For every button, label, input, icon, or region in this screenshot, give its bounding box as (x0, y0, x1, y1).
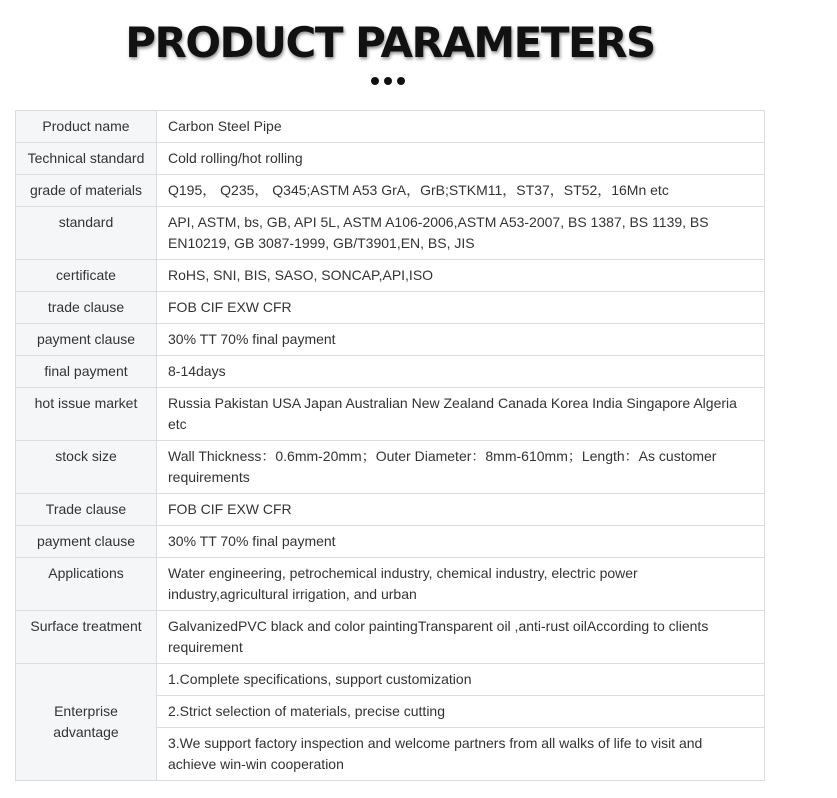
param-label: Product name (16, 111, 157, 143)
param-label: payment clause (16, 324, 157, 356)
param-label: standard (16, 207, 157, 260)
table-row (16, 664, 765, 696)
param-label: Technical standard (16, 143, 157, 175)
table-row (16, 526, 765, 558)
advantage-item: 2.Strict selection of materials, precise cutting (157, 696, 765, 728)
table-row (16, 207, 765, 260)
param-value: Cold rolling/hot rolling (157, 143, 765, 175)
param-value: Q195， Q235， Q345;ASTM A53 GrA，GrB;STKM11，ST37，ST52，16Mn etc (157, 175, 765, 207)
param-label: stock size (16, 441, 157, 494)
param-label: final payment (16, 356, 157, 388)
param-label: Surface treatment (16, 611, 157, 664)
table-row (16, 324, 765, 356)
param-value: 8-14days (157, 356, 765, 388)
page-title: PRODUCT PARAMETERS (125, 18, 655, 67)
table-row (16, 292, 765, 324)
param-value: 30% TT 70% final payment (157, 526, 765, 558)
param-label: payment clause (16, 526, 157, 558)
param-value: Water engineering, petrochemical industry, chemical industry, electric power industry,agricultural irrigation, and urban (157, 558, 765, 611)
param-label: hot issue market (16, 388, 157, 441)
param-label: certificate (16, 260, 157, 292)
param-value: FOB CIF EXW CFR (157, 494, 765, 526)
table-row (16, 558, 765, 611)
param-label: grade of materials (16, 175, 157, 207)
param-label: Applications (16, 558, 157, 611)
param-value: API, ASTM, bs, GB, API 5L, ASTM A106-2006,ASTM A53-2007, BS 1387, BS 1139, BS EN10219, GB 3087-1999, GB/T3901,EN, BS, JIS (157, 207, 765, 260)
param-value: 30% TT 70% final payment (157, 324, 765, 356)
param-value: Carbon Steel Pipe (157, 111, 765, 143)
parameters-table (15, 110, 765, 781)
title-dots-decoration (371, 77, 405, 85)
param-value: Russia Pakistan USA Japan Australian New Zealand Canada Korea India Singapore Algeria etc (157, 388, 765, 441)
param-label: trade clause (16, 292, 157, 324)
param-value: FOB CIF EXW CFR (157, 292, 765, 324)
table-row (16, 175, 765, 207)
table-row (16, 356, 765, 388)
table-row (16, 111, 765, 143)
advantage-item: 1.Complete specifications, support customization (157, 664, 765, 696)
table-row (16, 388, 765, 441)
table-row (16, 143, 765, 175)
param-value: RoHS, SNI, BIS, SASO, SONCAP,API,ISO (157, 260, 765, 292)
table-row (16, 441, 765, 494)
advantage-item: 3.We support factory inspection and welcome partners from all walks of life to visit and achieve win-win cooperation (157, 728, 765, 781)
param-label: Enterprise advantage (16, 664, 157, 781)
param-value: Wall Thickness：0.6mm-20mm；Outer Diameter：8mm-610mm；Length：As customer requirements (157, 441, 765, 494)
param-label: Trade clause (16, 494, 157, 526)
table-row (16, 494, 765, 526)
param-value: GalvanizedPVC black and color paintingTransparent oil ,anti-rust oilAccording to clients requirement (157, 611, 765, 664)
table-row (16, 611, 765, 664)
table-row (16, 260, 765, 292)
